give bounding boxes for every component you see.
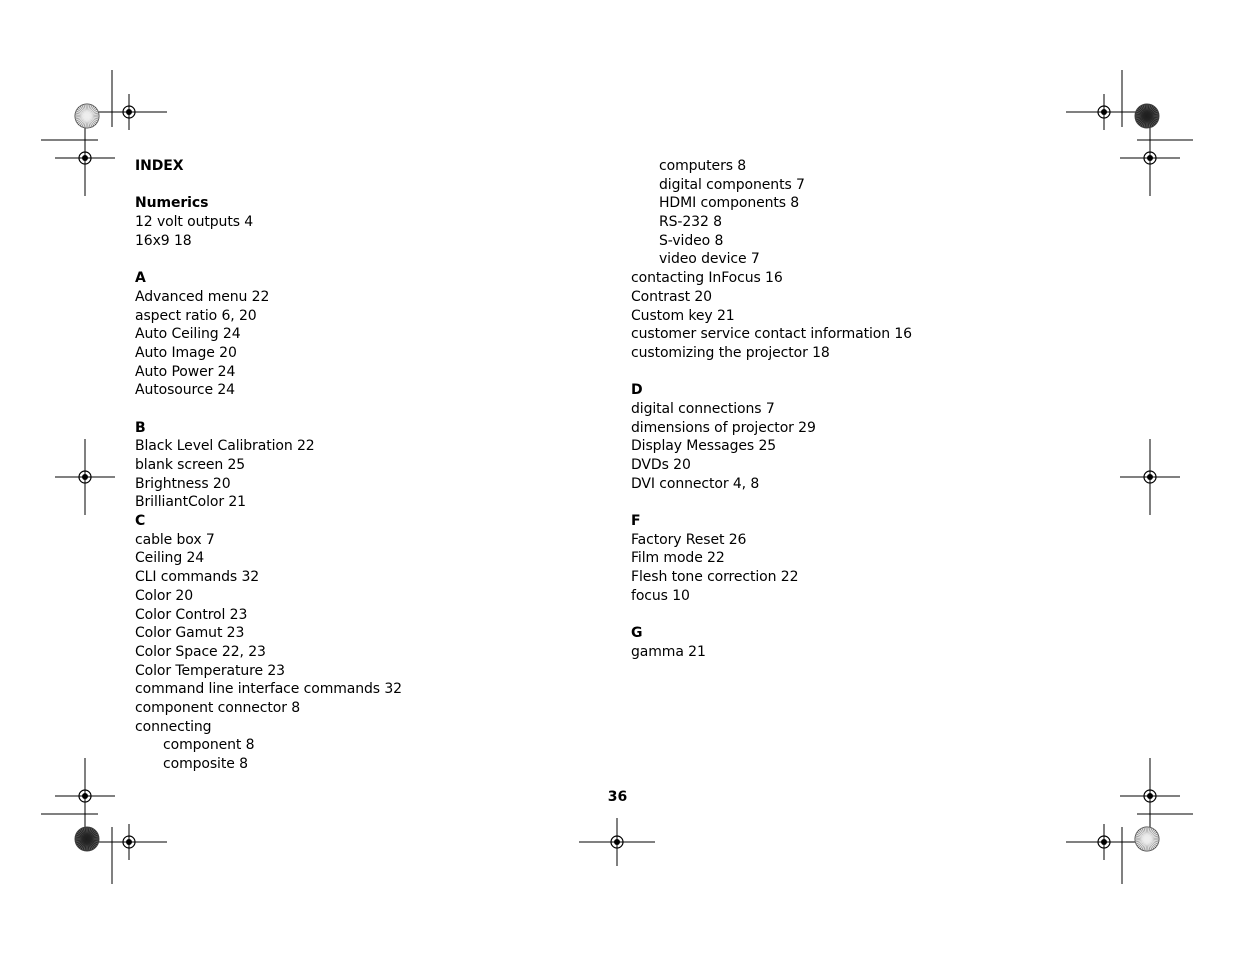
- index-line: Custom key 21: [631, 307, 735, 324]
- color-bar-icon: [75, 104, 99, 128]
- index-line: aspect ratio 6, 20: [135, 307, 257, 324]
- index-column-right: [631, 157, 912, 662]
- index-line: [135, 176, 402, 195]
- index-line: Display Messages 25: [631, 438, 777, 455]
- index-line: [631, 606, 912, 625]
- index-line: B: [135, 419, 146, 436]
- index-line: 12 volt outputs 4: [135, 214, 254, 231]
- index-line: Auto Power 24: [135, 363, 236, 380]
- index-line: dimensions of projector 29: [631, 419, 816, 436]
- registration-mark-icon: [1120, 439, 1180, 515]
- color-bar-icon: [1135, 827, 1159, 851]
- index-line: contacting InFocus 16: [631, 270, 783, 287]
- index-line: [631, 363, 912, 382]
- color-bar-icon: [1135, 104, 1159, 128]
- color-bar-icon: [75, 827, 99, 851]
- registration-mark-icon: [55, 439, 115, 515]
- index-line: Brightness 20: [135, 475, 231, 492]
- index-line: [631, 493, 912, 512]
- index-line: Flesh tone correction 22: [631, 569, 799, 586]
- index-line: Numerics: [135, 195, 209, 212]
- registration-mark-icon: [1066, 94, 1142, 130]
- index-line: [135, 400, 402, 419]
- index-line: Black Level Calibration 22: [135, 438, 315, 455]
- index-line: blank screen 25: [135, 457, 246, 473]
- index-line: Color 20: [135, 587, 194, 604]
- index-line: customizing the projector 18: [631, 344, 830, 361]
- index-line: D: [631, 382, 643, 399]
- registration-mark-icon: [55, 120, 115, 196]
- index-line: Autosource 24: [135, 382, 235, 399]
- page-number: 36: [607, 789, 628, 805]
- index-line: digital components 7: [659, 176, 805, 193]
- index-line: cable box 7: [135, 531, 215, 548]
- index-line: video device 7: [659, 251, 760, 268]
- index-line: component connector 8: [135, 699, 301, 716]
- registration-mark-icon: [1120, 120, 1180, 196]
- index-line: Color Space 22, 23: [135, 643, 266, 660]
- index-line: Factory Reset 26: [631, 531, 747, 548]
- index-line: Auto Image 20: [135, 344, 237, 361]
- index-line: component 8: [163, 737, 255, 754]
- index-line: 16x9 18: [135, 232, 192, 249]
- index-line: Color Control 23: [135, 606, 248, 623]
- index-line: HDMI components 8: [659, 195, 800, 212]
- index-line: Color Gamut 23: [135, 625, 245, 642]
- index-line: command line interface commands 32: [135, 681, 402, 698]
- index-line: Color Temperature 23: [135, 662, 285, 679]
- index-line: C: [135, 513, 146, 530]
- index-line: INDEX: [135, 158, 184, 174]
- index-line: Film mode 22: [631, 550, 725, 567]
- index-line: [135, 250, 402, 269]
- index-line: G: [631, 625, 643, 642]
- index-line: computers 8: [659, 158, 747, 174]
- index-line: CLI commands 32: [135, 569, 260, 586]
- index-line: Contrast 20: [631, 288, 712, 305]
- index-line: DVDs 20: [631, 457, 691, 473]
- index-line: BrilliantColor 21: [135, 494, 246, 511]
- index-line: composite 8: [163, 756, 248, 772]
- registration-mark-icon: [1066, 824, 1142, 860]
- index-line: Ceiling 24: [135, 550, 205, 567]
- index-line: DVI connector 4, 8: [631, 475, 760, 492]
- index-line: digital connections 7: [631, 400, 775, 417]
- index-line: RS-232 8: [659, 214, 722, 231]
- index-line: Advanced menu 22: [135, 288, 270, 305]
- registration-mark-icon: [91, 824, 167, 860]
- index-line: S-video 8: [659, 232, 724, 249]
- registration-mark-icon: [91, 94, 167, 130]
- index-column-left: [135, 157, 402, 774]
- registration-mark-icon: [579, 818, 655, 866]
- index-line: F: [631, 513, 641, 530]
- index-line: focus 10: [631, 587, 690, 604]
- index-line: A: [135, 270, 146, 287]
- index-line: gamma 21: [631, 643, 706, 660]
- index-line: connecting: [135, 718, 212, 735]
- index-line: Auto Ceiling 24: [135, 326, 241, 343]
- index-line: customer service contact information 16: [631, 326, 912, 343]
